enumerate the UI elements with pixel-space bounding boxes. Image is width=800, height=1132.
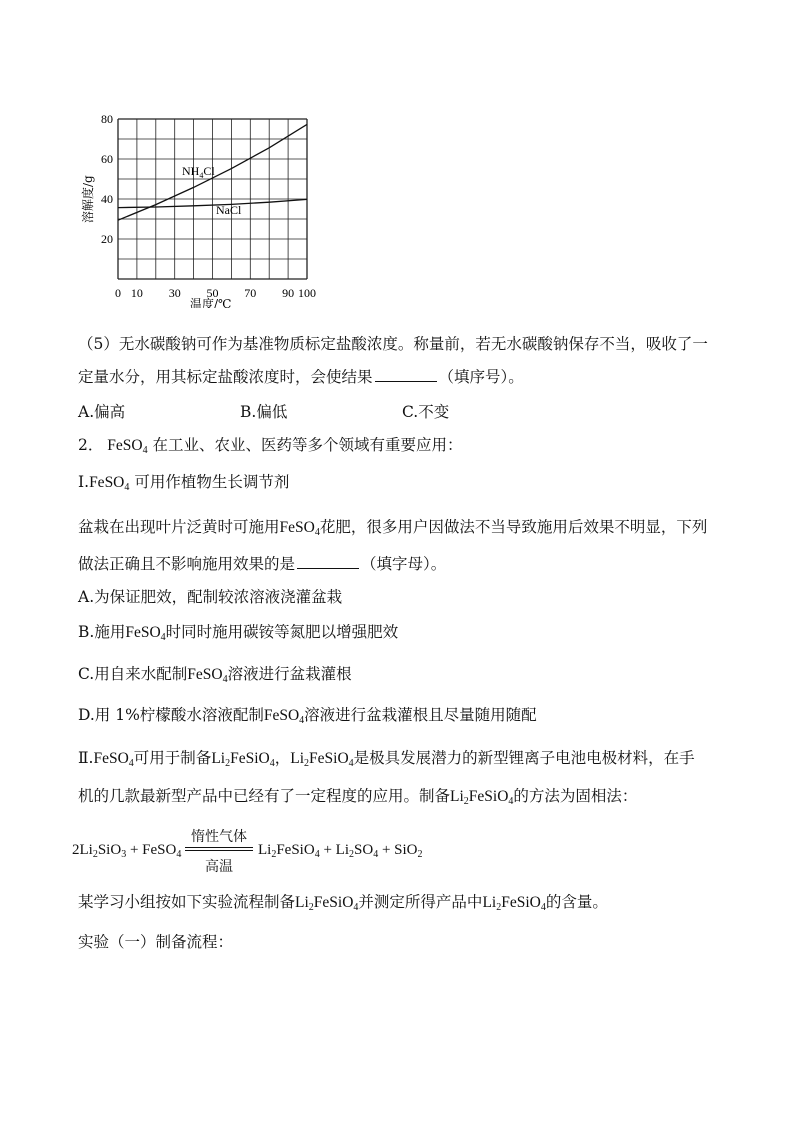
chemical-equation [72, 826, 492, 882]
q2-part1-p1: 盆栽在出现叶片泛黄时可施用FeSO$_4$花肥，很多用户因做法不当导致施用后效果不明显，下列 [78, 518, 708, 538]
x-tick-label: 70 [244, 286, 257, 300]
q2-option-d: D.用 1%柠檬酸水溶液配制FeSO$_4$溶液进行盆栽灌根且尽量随用随配 [78, 706, 537, 726]
q2-option-c: C.用自来水配制FeSO$_4$溶液进行盆栽灌根 [78, 665, 352, 685]
eq-reactants: $2Li_2SiO_3$ + FeSO$_4$ [72, 842, 182, 860]
chart-grid [118, 119, 307, 279]
y-tick-label: 20 [101, 232, 113, 246]
y-axis-label: 溶解度/g [81, 175, 95, 223]
series-label-nh4cl: $NH_4Cl$ [182, 164, 215, 180]
x-axis-label: 温度/℃ [190, 297, 232, 308]
q2-option-a: A.为保证肥效，配制较浓溶液浇灌盆栽 [78, 588, 343, 606]
series-label-nacl: NaCl [216, 203, 242, 217]
eq-products: $Li_2FeSiO_4 + Li_2SO_4 + SiO_2$ [258, 842, 423, 860]
q2-intro: 2． FeSO$_4$ 在工业、农业、医药等多个领域有重要应用： [78, 436, 463, 456]
x-tick-label: 30 [168, 286, 181, 300]
eq-condition-bottom: 高温 [205, 859, 233, 875]
q5-line1: （5）无水碳酸钠可作为基准物质标定盐酸浓度。称量前，若无水碳酸钠保存不当，吸收了一 [78, 335, 708, 353]
q5-option-a: A.偏高 [78, 403, 126, 421]
q2-study-line: 某学习小组按如下实验流程制备$Li_2FeSiO_4$并测定所得产品中$Li_2FeSiO_4$的含量。 [78, 893, 608, 913]
answer-blank[interactable] [375, 367, 437, 382]
x-tick-label: 90 [282, 286, 295, 300]
q5-option-c: C.不变 [402, 403, 450, 421]
q5-line2: 定量水分，用其标定盐酸浓度时，会使结果 （填序号）。 [78, 368, 524, 386]
q5-option-b: B.偏低 [240, 403, 288, 421]
x-tick-label: 100 [298, 286, 316, 300]
y-tick-label: 80 [101, 112, 113, 126]
eq-arrow-bar-2 [185, 850, 253, 851]
chart-ticks [101, 112, 316, 300]
eq-condition-top: 惰性气体 [191, 829, 247, 845]
q2-part2-line1: Ⅱ.FeSO$_4$可用于制备$Li_2FeSiO_4$，$Li_2FeSiO_4$是极具发展潜力的新型锂离子电池电极材料，在手 [78, 749, 695, 769]
q2-part2-line2: 机的几款最新型产品中已经有了一定程度的应用。制备$Li_2FeSiO_4$的方法为固相法： [78, 787, 638, 807]
q2-experiment-heading: 实验（一）制备流程： [78, 933, 234, 951]
q2-option-b: B.施用FeSO$_4$时同时施用碳铵等氮肥以增强肥效 [78, 623, 399, 643]
x-tick-label: 10 [130, 286, 143, 300]
q2-part1-p2: 做法正确且不影响施用效果的是 （填字母）。 [78, 555, 447, 573]
eq-arrow-bar [185, 847, 253, 848]
y-tick-label: 60 [101, 152, 113, 166]
y-tick-label: 40 [101, 192, 113, 206]
q2-part1-heading: Ⅰ.FeSO$_4$ 可用作植物生长调节剂 [78, 473, 290, 493]
x-tick-label: 50 [206, 286, 219, 300]
answer-blank-2[interactable] [297, 554, 359, 569]
x-tick-label: 0 [115, 286, 121, 300]
solubility-chart [75, 108, 405, 308]
